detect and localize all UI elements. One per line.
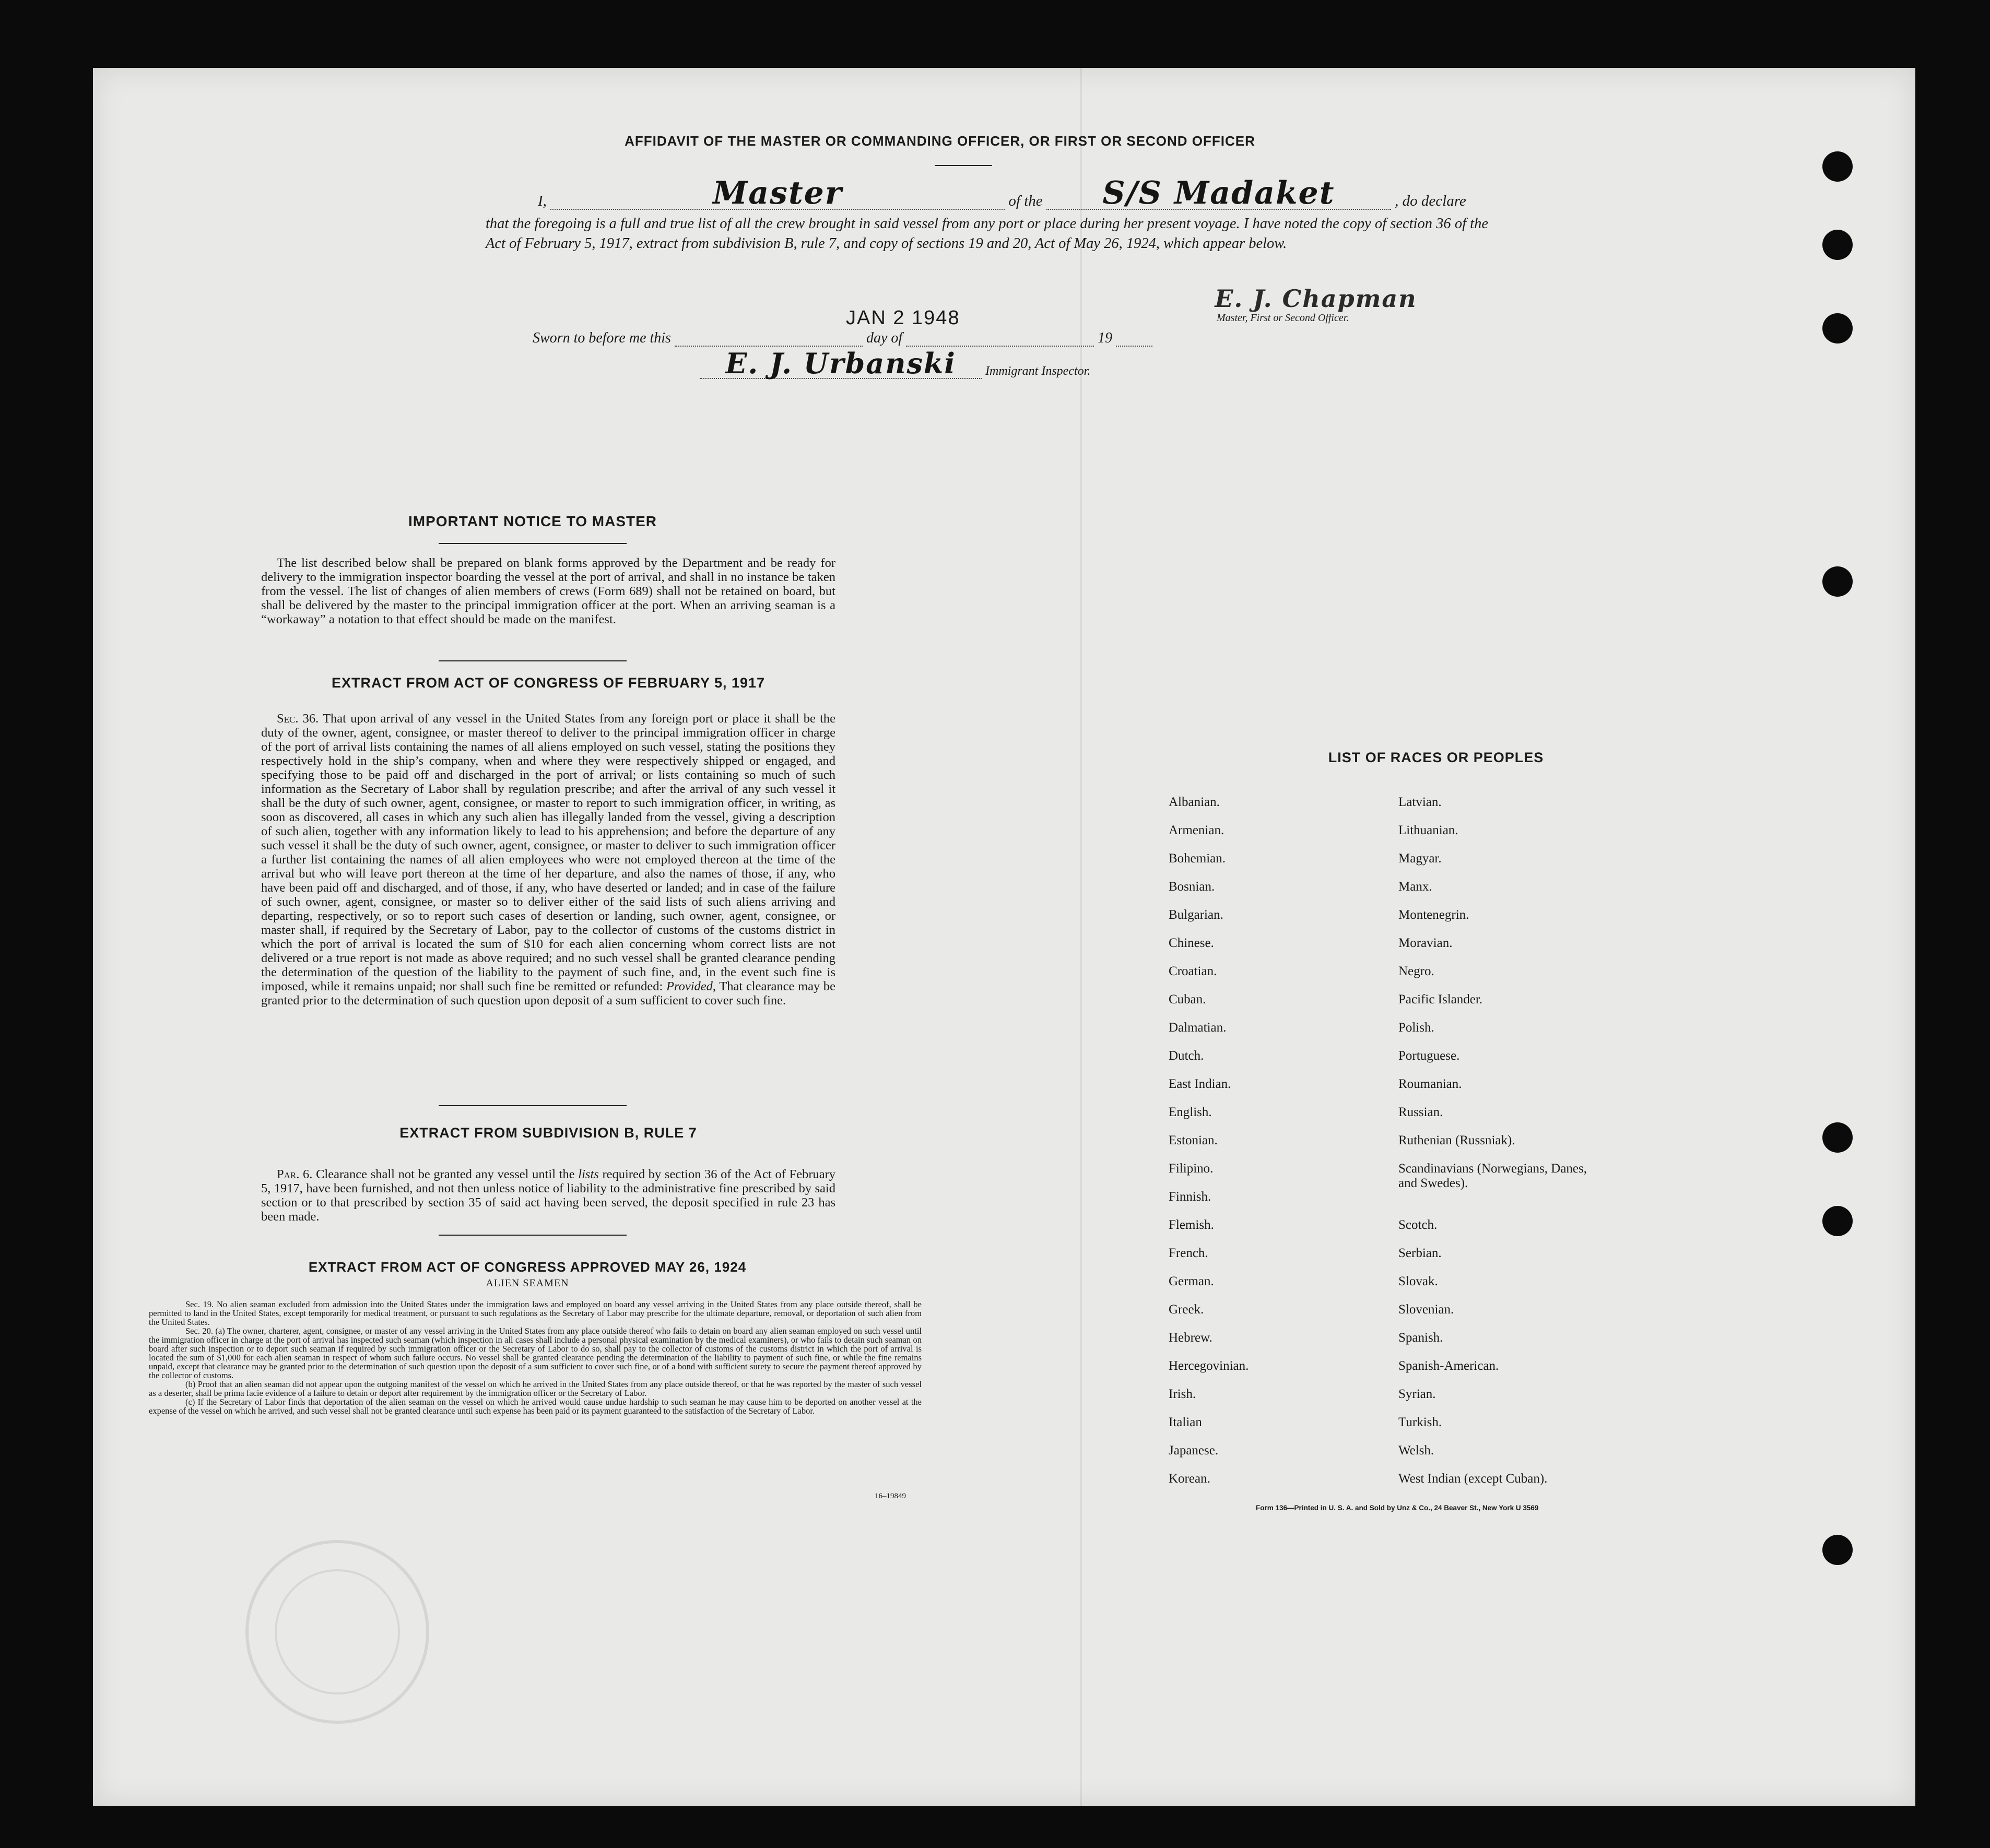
punch-hole xyxy=(1822,1122,1853,1153)
race-item: Syrian. xyxy=(1398,1387,1436,1401)
race-item: English. xyxy=(1169,1105,1212,1119)
race-item: Italian xyxy=(1169,1415,1202,1429)
race-item: Greek. xyxy=(1169,1302,1204,1317)
title-underline xyxy=(935,165,992,166)
date-stamp: JAN 2 1948 xyxy=(846,307,960,329)
extract-1924-subtitle: ALIEN SEAMEN xyxy=(486,1277,569,1289)
rule7-text-after: required by section 36 of the Act of February 5, 1917, have been furnished, and not then unless notice of liability to the administrative fine prescribed by said section or to that prescribed by section 35 of said act having been served, the deposit specified in rule 23 has been made. xyxy=(261,1167,836,1224)
race-item: Croatian. xyxy=(1169,964,1217,978)
race-item: Cuban. xyxy=(1169,992,1206,1006)
races-title: LIST OF RACES OR PEOPLES xyxy=(1328,750,1544,765)
race-item: Negro. xyxy=(1398,964,1434,978)
affidavit-title: AFFIDAVIT OF THE MASTER OR COMMANDING OFFICER, OR FIRST OR SECOND OFFICER xyxy=(625,133,1255,149)
master-signature-label: Master, First or Second Officer. xyxy=(1217,312,1349,324)
race-item: French. xyxy=(1169,1246,1208,1260)
race-item: Bohemian. xyxy=(1169,851,1226,866)
notice-underline xyxy=(439,543,627,544)
punch-hole xyxy=(1822,566,1853,597)
punch-hole xyxy=(1822,1535,1853,1565)
section-divider xyxy=(439,660,627,661)
section-divider xyxy=(439,1235,627,1236)
race-item: Russian. xyxy=(1398,1105,1443,1119)
race-item: Irish. xyxy=(1169,1387,1196,1401)
form-code: 16–19849 xyxy=(875,1492,906,1500)
extract-1924-title: EXTRACT FROM ACT OF CONGRESS APPROVED MAY 26, 1924 xyxy=(308,1259,747,1275)
rank-field: Master xyxy=(550,177,1005,210)
notice-text: The list described below shall be prepared on blank forms approved by the Department and be ready for delivery to the immigration inspector boarding the vessel at the port of arrival, and shall in no instance be taken from the vessel. The list of changes of alien members of crews (Form 689) shall not be retained on board, but shall be delivered by the master to the principal immigration officer at the port. When an arriving seaman is a “workaway” a notation to that effect should be made on the manifest. xyxy=(261,556,835,626)
sworn-year-field xyxy=(1116,329,1152,347)
day-of-label: day of xyxy=(866,330,903,346)
punch-hole xyxy=(1822,1206,1853,1236)
race-item: German. xyxy=(1169,1274,1214,1288)
of-the-label: of the xyxy=(1008,193,1043,209)
race-item: Armenian. xyxy=(1169,823,1224,837)
race-item: Chinese. xyxy=(1169,936,1214,950)
rule7-text-before: Clearance shall not be granted any vessel until the xyxy=(316,1167,575,1181)
sec-36-body: That upon arrival of any vessel in the United States from any foreign port or place it shall be the duty of the owner, agent, consignee, or master thereof to deliver to the principal immigration officer in charge of the port of arrival lists containing the names of all aliens employed on such vessel, stating the positions they respectively hold in the ship’s company, when and where they were respectively shipped or engaged, and specifying those to be paid off and discharged in the port of arrival; or lists containing so much of such information as the Secretary of Labor shall by regulation prescribe; and after the arrival of any such vessel it shall be the duty of such owner, agent, consignee, or master to report to such immigration officer, in writing, as soon as discovered, all cases in which any such alien has illegally landed from the vessel, giving a description of such alien, together with any information likely to lead to his apprehension; and before the departure of any such vessel it shall be the duty of such owner, agent, consignee, or master to deliver to such immigration officer a further list containing the names of all alien employees who were not employed thereon at the time of the arrival but who will leave port thereon at the time of her departure, and also the names of those, if any, who have been paid off and discharged, and of those, if any, who have deserted or landed; and in case of the failure of such owner, agent, consignee, or master so to deliver either of the said lists of such aliens arriving and departing, respectively, or so to report such cases of desertion or landing, such owner, agent, consignee, or master shall, if required by the Secretary of Labor, pay to the collector of customs of the customs district in which the port of arrival is located the sum of $10 for each alien concerning whom correct lists are not delivered or a true report is not made as above required; and no such vessel shall be granted clearance pending the determination of the question of the liability to the payment of such fine, and, in the event such fine is imposed, while it remains unpaid; nor shall such fine be remitted or refunded: xyxy=(261,712,835,993)
declaration-text: that the foregoing is a full and true list of all the crew brought in said vessel from any port or place during her present voyage. I have noted the copy of section 36 of the Act of February 5, 1917, extract from subdivision B, rule 7, and copy of sections 19 and 20, Act of May 26, 1924, which appear below. xyxy=(486,216,1488,252)
race-item: Estonian. xyxy=(1169,1133,1218,1147)
race-item: Spanish. xyxy=(1398,1331,1443,1345)
extract-1917-title: EXTRACT FROM ACT OF CONGRESS OF FEBRUARY 5, 1917 xyxy=(331,675,766,691)
race-item: Hercegovinian. xyxy=(1169,1359,1249,1373)
sworn-month-field xyxy=(906,329,1094,347)
race-item: Albanian. xyxy=(1169,795,1220,809)
race-item: Slovenian. xyxy=(1398,1302,1454,1317)
race-item: West Indian (except Cuban). xyxy=(1398,1472,1548,1486)
punch-hole xyxy=(1822,230,1853,260)
notice-title: IMPORTANT NOTICE TO MASTER xyxy=(408,513,657,529)
inspector-signature: E. J. Urbanski xyxy=(700,349,982,379)
punch-hole xyxy=(1822,313,1853,343)
race-item: Magyar. xyxy=(1398,851,1442,866)
race-item: Bosnian. xyxy=(1169,880,1215,894)
race-item: Flemish. xyxy=(1169,1218,1214,1232)
i-label: I, xyxy=(538,193,547,209)
extract-rule7-text xyxy=(261,1167,835,1224)
extract-1924-body xyxy=(149,1300,922,1415)
race-item: Turkish. xyxy=(1398,1415,1442,1429)
proviso-text: That clearance may be granted prior to the determination of such question upon deposit of a sum sufficient to cover such fine. xyxy=(261,979,836,1008)
race-item: Welsh. xyxy=(1398,1443,1434,1458)
vessel-field: S/S Madaket xyxy=(1046,177,1391,210)
race-item: Roumanian. xyxy=(1398,1077,1462,1091)
race-item: Manx. xyxy=(1398,880,1432,894)
race-item: Dutch. xyxy=(1169,1049,1204,1063)
do-declare-label: , do declare xyxy=(1395,193,1466,209)
race-item: Filipino. xyxy=(1169,1162,1214,1176)
race-item: Spanish-American. xyxy=(1398,1359,1499,1373)
inspector-label: Immigrant Inspector. xyxy=(985,364,1091,378)
sec-20c-text: (c) If the Secretary of Labor finds that deportation of the alien seaman on the vessel on which he arrived would cause undue hardship to such seaman he may cause him to be deported on another vessel at the expense of the vessel on which he arrived, and such vessel shall not be granted clearance until such expense has been paid or its payment guaranteed to the satisfaction of the Secretary of Labor. xyxy=(149,1397,922,1416)
races-right-column xyxy=(1398,795,1618,1500)
par-6-label: Par. 6. xyxy=(277,1167,313,1181)
race-item: Dalmatian. xyxy=(1169,1021,1227,1035)
race-item: Scotch. xyxy=(1398,1218,1438,1232)
extract-1917-text xyxy=(261,712,835,1008)
section-divider xyxy=(439,1105,627,1106)
race-item: Bulgarian. xyxy=(1169,908,1223,922)
race-item: Ruthenian (Russniak). xyxy=(1398,1133,1515,1147)
race-item: Finnish. xyxy=(1169,1190,1211,1204)
sec-20b-text: (b) Proof that an alien seaman did not appear upon the outgoing manifest of the vessel on which he arrived in the United States from any place outside thereof, or that he was reported by the master of such vessel as a deserter, shall be prima facie evidence of a failure to detain or deport after requirement by the immigration officer or the Secretary of Labor. xyxy=(149,1379,922,1398)
race-item: Slovak. xyxy=(1398,1274,1438,1288)
rule7-lists-word: lists xyxy=(578,1167,599,1181)
race-item: Serbian. xyxy=(1398,1246,1442,1260)
race-item: Polish. xyxy=(1398,1021,1434,1035)
race-item: Korean. xyxy=(1169,1472,1210,1486)
race-item: Portuguese. xyxy=(1398,1049,1460,1063)
sworn-line xyxy=(533,329,1211,347)
race-item: Pacific Islander. xyxy=(1398,992,1483,1006)
proviso-label: Provided, xyxy=(666,979,716,993)
race-item: Lithuanian. xyxy=(1398,823,1458,837)
race-item: Hebrew. xyxy=(1169,1331,1212,1345)
sworn-label: Sworn to before me this xyxy=(533,330,671,346)
punch-hole xyxy=(1822,151,1853,182)
race-item: Latvian. xyxy=(1398,795,1442,809)
sec-36-label: Sec. 36. xyxy=(277,712,319,726)
inspector-line xyxy=(700,349,1090,379)
printer-credit: Form 136—Printed in U. S. A. and Sold by Unz & Co., 24 Beaver St., New York U 3569 xyxy=(1256,1504,1539,1512)
year-prefix: 19 xyxy=(1098,330,1113,346)
sec-19-text: Sec. 19. No alien seaman excluded from admission into the United States under the immigration laws and employed on board any vessel arriving in the United States from any place outside thereof, shall be permitted to land in the United States, except temporarily for medical treatment, or pursuant to such regulations as the Secretary of Labor may prescribe for the ultimate departure, removal, or deportation of such alien from the United States. xyxy=(149,1299,922,1327)
customs-seal xyxy=(245,1540,429,1724)
race-item: Japanese. xyxy=(1169,1443,1219,1458)
extract-rule7-title: EXTRACT FROM SUBDIVISION B, RULE 7 xyxy=(399,1125,697,1141)
race-item: Moravian. xyxy=(1398,936,1453,950)
race-item: East Indian. xyxy=(1169,1077,1231,1091)
race-item: Montenegrin. xyxy=(1398,908,1469,922)
affidavit-line-1 xyxy=(538,177,1478,210)
race-item: Scandinavians (Norwegians, Danes, and Swedes). xyxy=(1398,1162,1587,1190)
sec-20a-text: Sec. 20. (a) The owner, charterer, agent, consignee, or master of any vessel arriving in the United States from any place outside thereof who fails to detain on board any alien seaman employed on such vessel until the immigration officer in charge at the port of arrival has inspected such seaman (which inspection in all cases shall include a personal physical examination by the medical examiners), or who fails to detain such seaman on board after such inspection or to deport such seaman if required by such immigration officer or the Secretary of Labor to do so, shall pay to the collector of customs of the customs district in which the port of arrival is located the sum of $1,000 for each alien seaman in respect of whom such failure occurs. No vessel shall be granted clearance pending the determination of the liability to payment of such fine, or while the fine remains unpaid, except that clearance may be granted prior to the determination of such question upon the deposit of a sum sufficient to cover such fine, or of a bond with sufficient surety to secure the payment thereof approved by the collector of customs. xyxy=(149,1326,922,1380)
master-signature: E. J. Chapman xyxy=(1215,285,1417,313)
races-left-column xyxy=(1169,795,1377,1500)
sworn-day-field xyxy=(675,329,863,347)
